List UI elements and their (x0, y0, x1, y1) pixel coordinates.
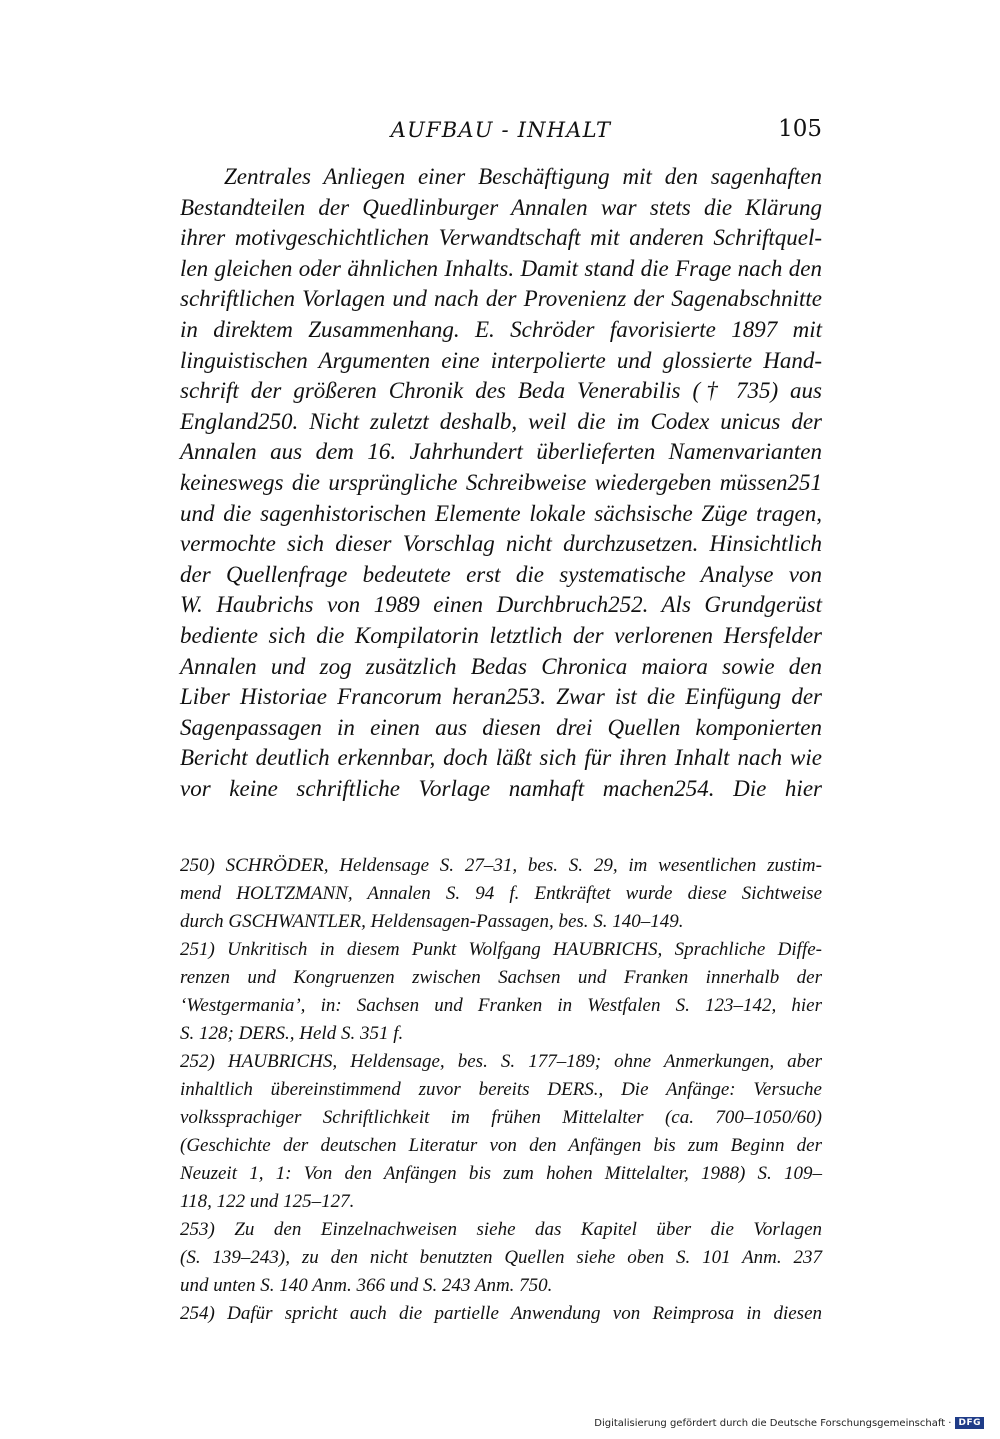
body-line: Sagenpassagen in einen aus diesen drei Quellen komponierten (180, 714, 822, 740)
footnote-line: mend HOLTZMANN, Annalen S. 94 f. Entkräftet wurde diese Sichtweise (180, 883, 822, 904)
footnote-line: Neuzeit 1, 1: Von den Anfängen bis zum hohen Mittelalter, 1988) S. 109– (180, 1163, 822, 1184)
body-line: der Quellenfrage bedeutete erst die systematische Analyse von (180, 561, 822, 587)
body-line: Annalen und zog zusätzlich Bedas Chronica maiora sowie den (180, 653, 822, 679)
body-line: bediente sich die Kompilatorin letztlich der verlorenen Hersfelder (180, 622, 822, 648)
footnotes (180, 852, 822, 1328)
body-line: keineswegs die ursprüngliche Schreibweise wiedergeben müssen251 (180, 469, 822, 495)
footnote-line: S. 128; DERS., Held S. 351 f. (180, 1023, 404, 1044)
footnote-line: und unten S. 140 Anm. 366 und S. 243 Anm. 750. (180, 1275, 553, 1296)
body-line: schrift der größeren Chronik des Beda Venerabilis († 735) aus (180, 378, 822, 404)
body-line: Zentrales Anliegen einer Beschäftigung mit den sagenhaften (224, 164, 822, 189)
footnote-line: ‘Westgermania’, in: Sachsen und Franken in Westfalen S. 123–142, hier (180, 995, 822, 1016)
body-line: vor keine schriftliche Vorlage namhaft machen254. Die hier (180, 775, 822, 801)
dfg-logo: DFG (955, 1417, 984, 1429)
body-line: England250. Nicht zuletzt deshalb, weil die im Codex unicus der (180, 408, 822, 434)
body-line: Liber Historiae Francorum heran253. Zwar ist die Einfügung der (180, 684, 822, 710)
body-line: linguistischen Argumenten eine interpolierte und glossierte Hand- (180, 347, 822, 373)
footnote-line: 118, 122 und 125–127. (180, 1191, 355, 1212)
body-line: schriftlichen Vorlagen und nach der Provenienz der Sagenabschnitte (180, 286, 822, 312)
body-line: und die sagenhistorischen Elemente lokale sächsische Züge tragen, (180, 500, 822, 526)
running-title: AUFBAU - INHALT (390, 118, 612, 142)
footnote-line: 254) Dafür spricht auch die partielle Anwendung von Reimprosa in diesen (180, 1303, 822, 1324)
footnote-line: (S. 139–243), zu den nicht benutzten Quellen siehe oben S. 101 Anm. 237 (180, 1247, 822, 1268)
footnote-line: 251) Unkritisch in diesem Punkt Wolfgang HAUBRICHS, Sprachliche Diffe- (180, 939, 822, 960)
body-line: W. Haubrichs von 1989 einen Durchbruch252. Als Grundgerüst (180, 592, 822, 618)
footnote-line: renzen und Kongruenzen zwischen Sachsen und Franken innerhalb der (180, 967, 822, 988)
credit-text: Digitalisierung gefördert durch die Deutsche Forschungsgemeinschaft · (594, 1417, 952, 1429)
body-line: ihrer motivgeschichtlichen Verwandtschaft mit anderen Schriftquel- (180, 225, 822, 251)
footnote-line: (Geschichte der deutschen Literatur von den Anfängen bis zum Beginn der (180, 1135, 822, 1156)
footnote-line: 252) HAUBRICHS, Heldensage, bes. S. 177–189; ohne Anmerkungen, aber (180, 1051, 822, 1072)
body-line: Annalen aus dem 16. Jahrhundert überlieferten Namenvarianten (180, 439, 822, 465)
body-line: vermochte sich dieser Vorschlag nicht durchzusetzen. Hinsichtlich (180, 531, 822, 557)
footnote-line: volkssprachiger Schriftlichkeit im frühen Mittelalter (ca. 700–1050/60) (180, 1107, 822, 1128)
footnote-line: 253) Zu den Einzelnachweisen siehe das Kapitel über die Vorlagen (180, 1219, 822, 1240)
footnote-line: inhaltlich übereinstimmend zuvor bereits DERS., Die Anfänge: Versuche (180, 1079, 822, 1100)
body-paragraph (180, 162, 822, 804)
digitization-credit (594, 1417, 984, 1429)
page-number: 105 (778, 116, 822, 142)
footnote-line: 250) SCHRÖDER, Heldensage S. 27–31, bes. S. 29, im wesentlichen zustim- (180, 855, 822, 876)
body-line: Bericht deutlich erkennbar, doch läßt sich für ihren Inhalt nach wie (180, 745, 822, 771)
body-line: Bestandteilen der Quedlinburger Annalen war stets die Klärung (180, 194, 822, 220)
body-line: len gleichen oder ähnlichen Inhalts. Damit stand die Frage nach den (180, 255, 822, 281)
footnote-line: durch GSCHWANTLER, Heldensagen-Passagen, bes. S. 140–149. (180, 911, 684, 932)
body-line: in direktem Zusammenhang. E. Schröder favorisierte 1897 mit (180, 316, 822, 342)
running-head (180, 114, 822, 148)
